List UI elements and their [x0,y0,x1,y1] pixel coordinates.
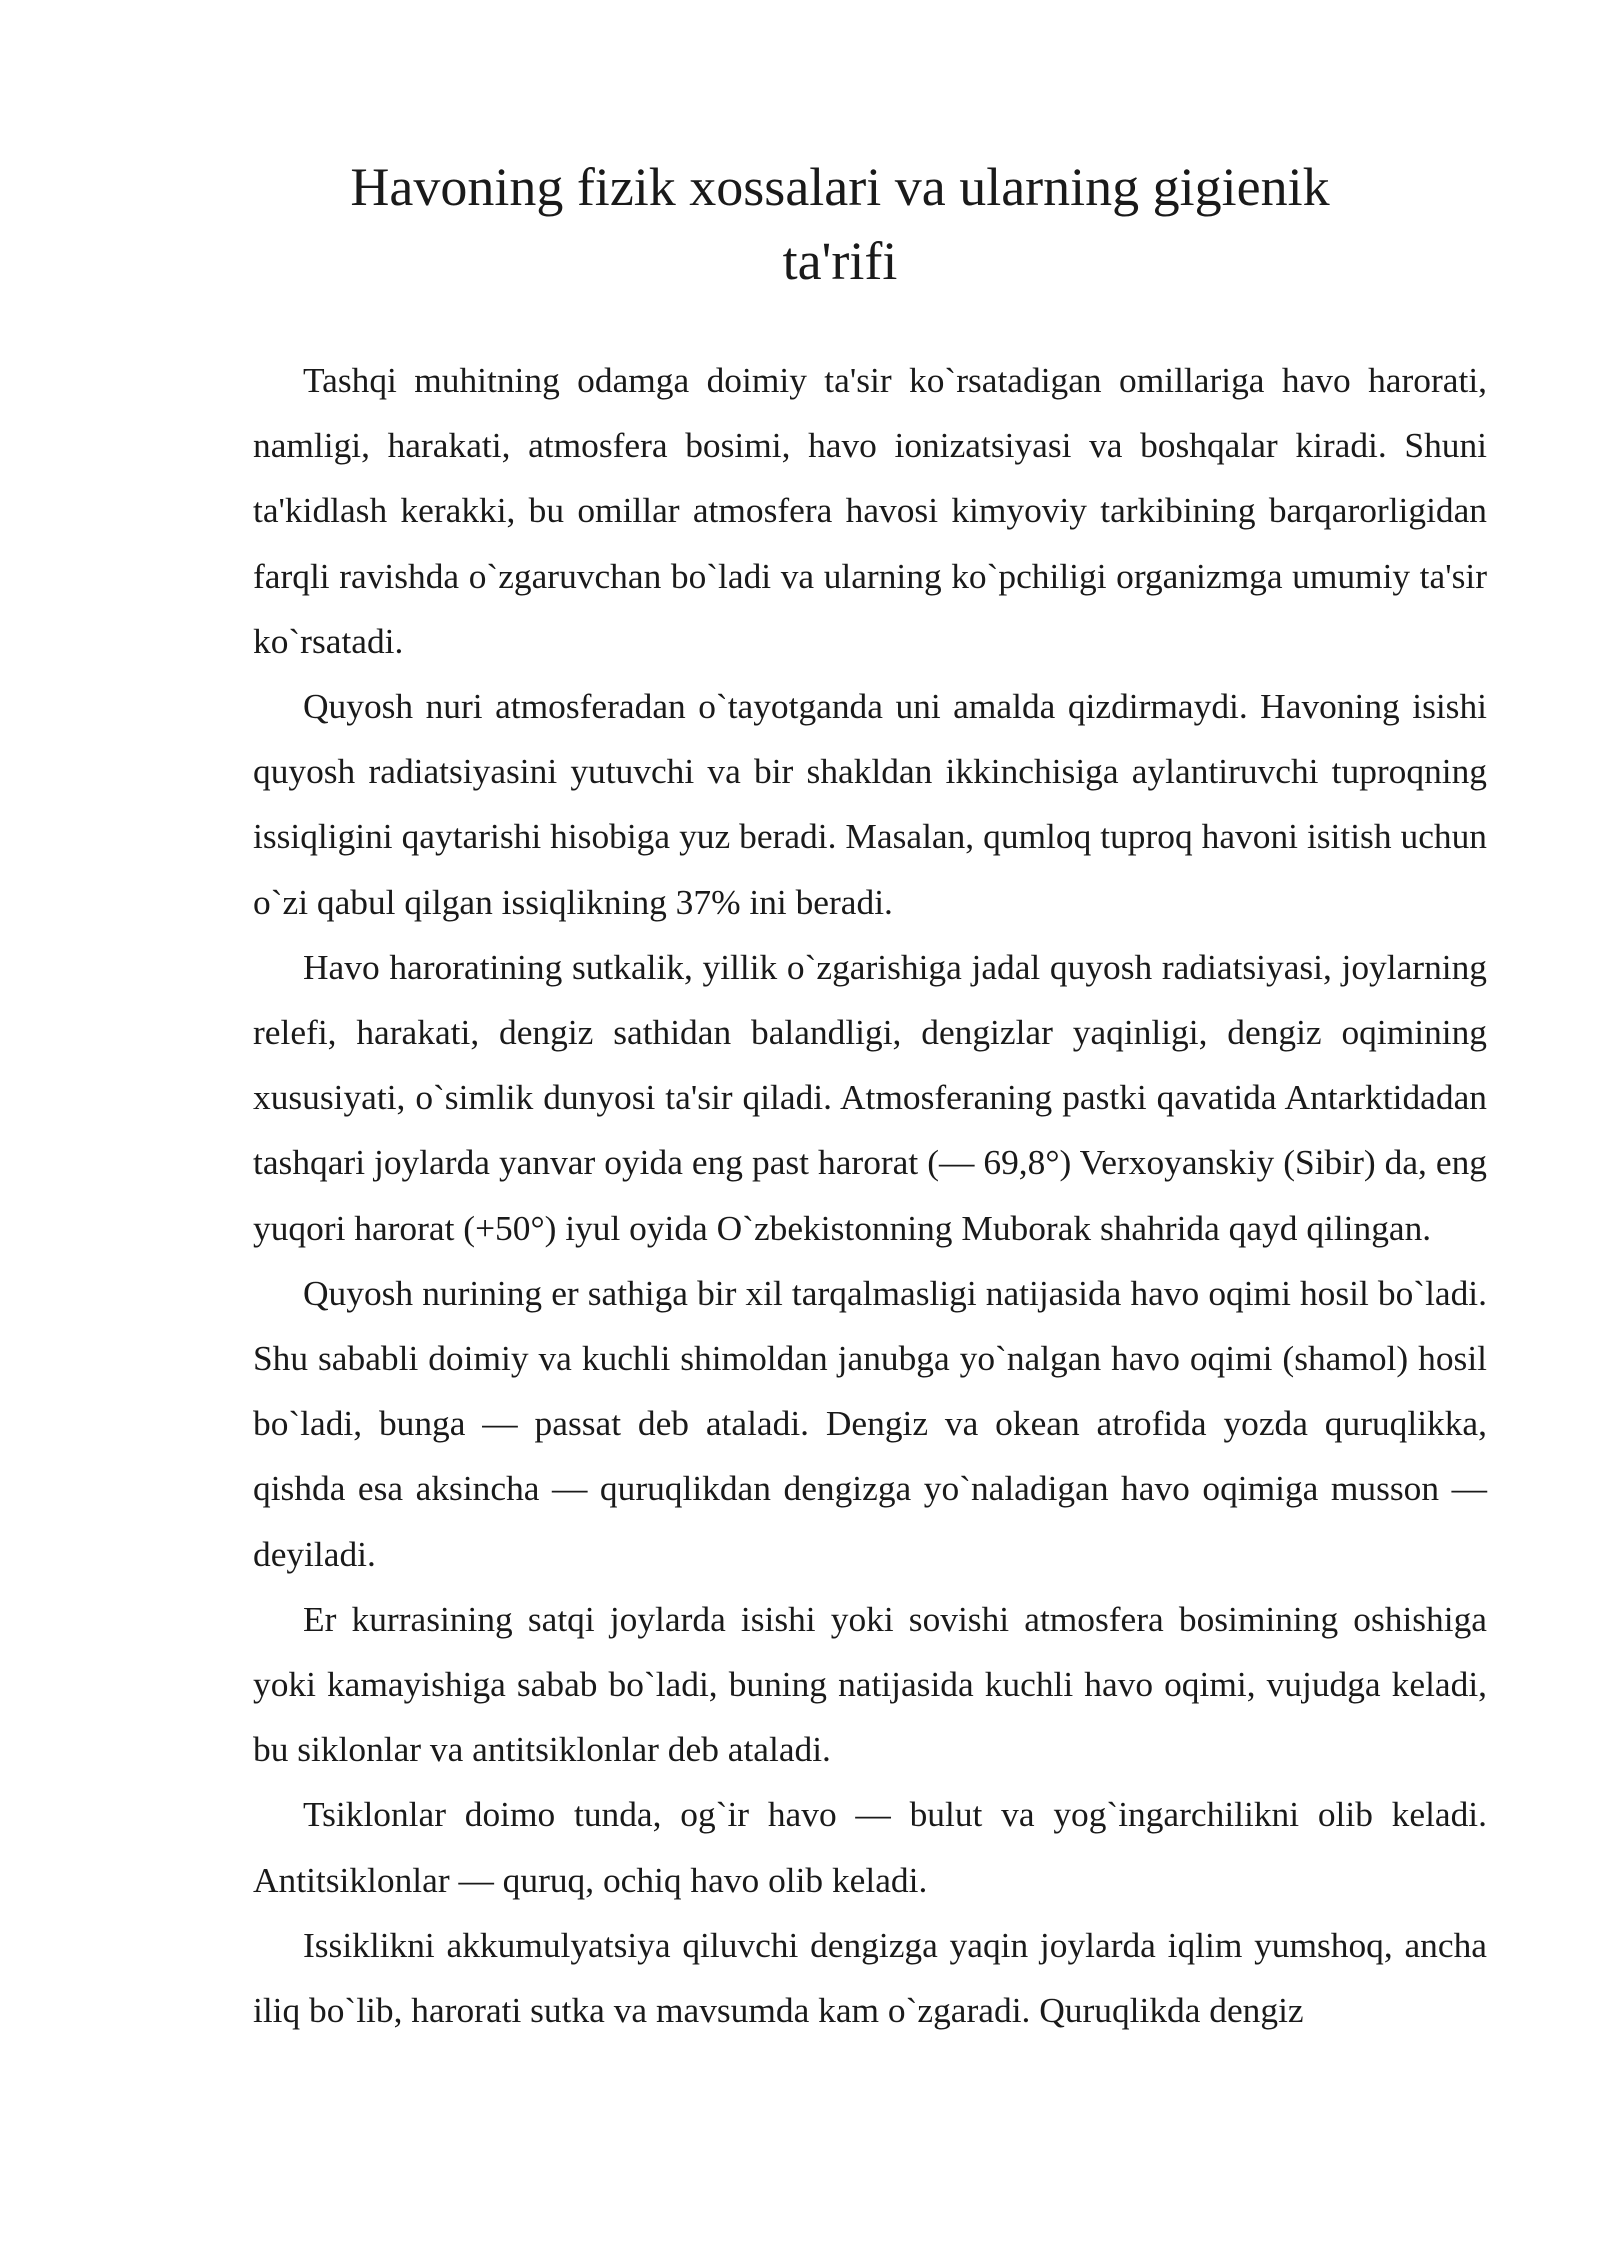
title-line: ta'rifi [782,231,898,291]
paragraph-air-currents: Quyosh nurining er sathiga bir xil tarqalmasligi natijasida havo oqimi hosil bo`ladi. Shu sababli doimiy va kuchli shimoldan janubga yo`nalgan havo oqimi (shamol) hosil bo`ladi, bunga — passat deb ataladi. Dengiz va okean atrofida yozda quruqlikka, qishda esa aksincha — quruqlikdan dengizga yo`naladigan havo oqimiga musson — deyiladi. [253,1272,1487,1574]
title-line: Havoning fizik xossalari va ularning gigienik [350,157,1330,217]
paragraph-environment-factors: Tashqi muhitning odamga doimiy ta'sir ko`rsatadigan omillariga havo harorati, namligi, harakati, atmosfera bosimi, havo ionizatsiyasi va boshqalar kiradi. Shuni ta'kidlash kerakki, bu omillar atmosfera havosi kimyoviy tarkibining barqarorligidan farqli ravishda o`zgaruvchan bo`ladi va ularning ko`pchiligi organizmga umumiy ta'sir ko`rsatadi. [253,360,1487,661]
paragraph-air-temperature: Havo haroratining sutkalik, yillik o`zgarishiga jadal quyosh radiatsiyasi, joylarning relefi, harakati, dengiz sathidan balandligi, dengizlar yaqinligi, dengiz oqimining xususiyati, o`simlik dunyosi ta'sir qiladi. Atmosferaning pastki qavatida Antarktidadan tashqari joylarda yanvar oyida eng past harorat (— 69,8°) Verxoyanskiy (Sibir) da, eng yuqori harorat (+50°) iyul oyida O`zbekistonning Muborak shahrida qayd qilingan. [253,946,1487,1248]
paragraph-climate: Issiklikni akkumulyatsiya qiluvchi dengizga yaqin joylarda iqlim yumshoq, ancha iliq bo`lib, harorati sutka va mavsumda kam o`zgaradi. Quruqlikda dengiz [253,1924,1487,2031]
paragraph-pressure: Er kurrasining satqi joylarda isishi yoki sovishi atmosfera bosimining oshishiga yoki kamayishiga sabab bo`ladi, buning natijasida kuchli havo oqimi, vujudga keladi, bu siklonlar va antitsiklonlar deb ataladi. [253,1598,1487,1770]
paragraph-cyclones: Tsiklonlar doimo tunda, og`ir havo — bulut va yog`ingarchilikni olib keladi. Antitsiklonlar — quruq, ochiq havo olib keladi. [253,1794,1487,1900]
paragraph-solar-heating: Quyosh nuri atmosferadan o`tayotganda uni amalda qizdirmaydi. Havoning isishi quyosh radiatsiyasini yutuvchi va bir shakldan ikkinchisiga aylantiruvchi tuproqning issiqligini qaytarishi hisobiga yuz beradi. Masalan, qumloq tuproq havoni isitish uchun o`zi qabul qilgan issiqlikning 37% ini beradi. [253,686,1487,922]
document-title [240,150,1440,298]
document-body [253,348,1487,2043]
